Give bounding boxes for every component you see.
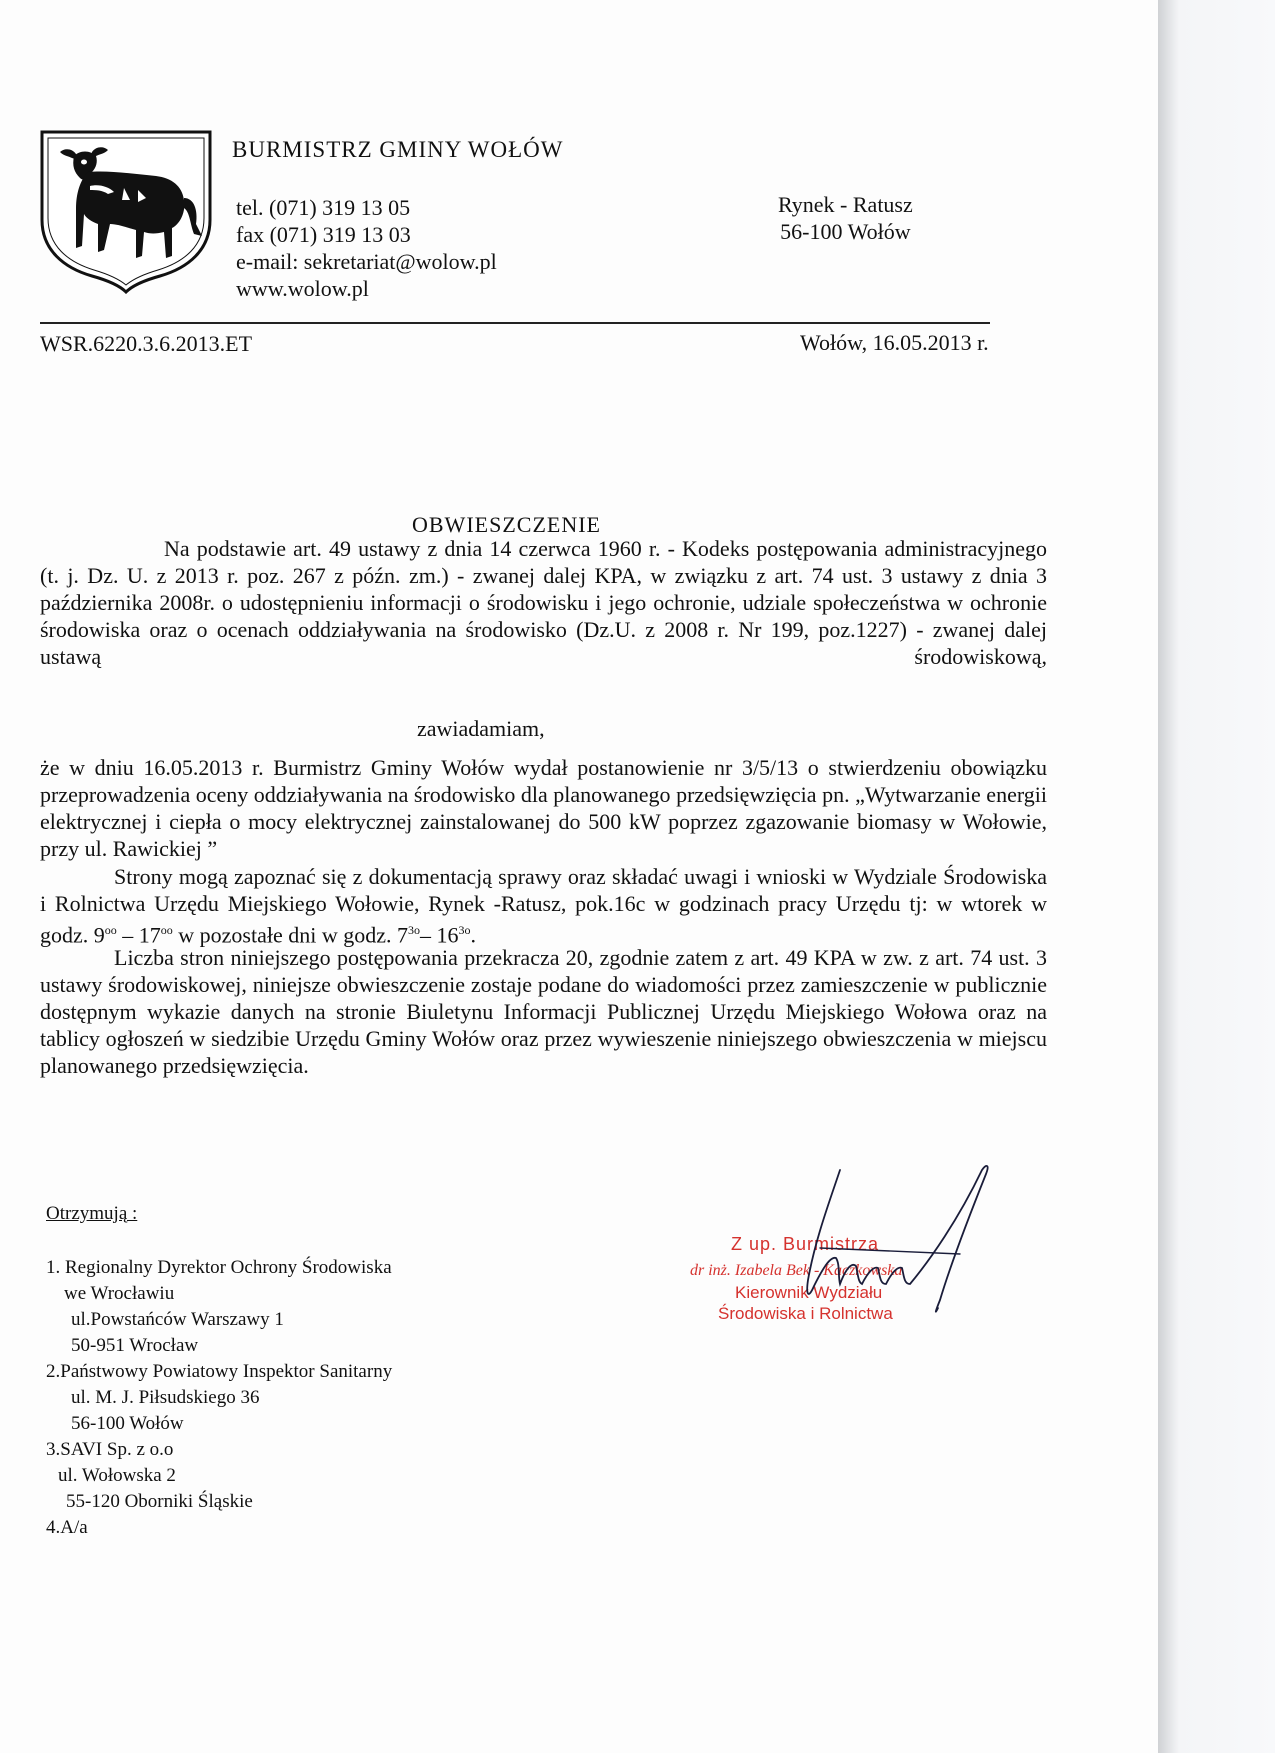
website: www.wolow.pl	[236, 276, 369, 301]
scan-page-edge	[1158, 0, 1275, 1753]
recipient-line: 55-120 Oborniki Śląskie	[66, 1491, 253, 1512]
header-divider	[40, 322, 990, 324]
decision-paragraph: że w dniu 16.05.2013 r. Burmistrz Gminy Wołów wydał postanowienie nr 3/5/13 o stwierdzeniu obowiązku przeprowadzenia oceny oddziaływania na środowisko dla planowanego przedsięwzięcia pn. „Wytwarzanie energii elektrycznej i ciepła o mocy elektrycznej zainstalowanej do 500 kW poprzez zgazowanie biomasy w Wołowie, przy ul. Rawickiej ”	[40, 755, 1047, 861]
email-address: e-mail: sekretariat@wolow.pl	[236, 249, 497, 274]
document-title: OBWIESZCZENIE	[412, 512, 601, 537]
recipient-line: ul.Powstańców Warszawy 1	[71, 1309, 284, 1330]
recipient-line: 4.A/a	[46, 1517, 88, 1538]
documentation-paragraph: Strony mogą zapoznać się z dokumentacją sprawy oraz składać uwagi i wnioski w Wydziale Środowiska i Rolnictwa Urzędu Miejskiego Wołowie, Rynek -Ratusz, pok.16c w godzinach pracy Urzędu tj: w wtorek w godz. $9^{oo} - 17^{oo}$ w pozostałe dni w godz. $7^{3o}-$ $16^{3o}$.	[40, 864, 1047, 948]
authority-name: BURMISTRZ GMINY WOŁÓW	[232, 137, 564, 162]
recipient-line: 56-100 Wołów	[71, 1413, 184, 1434]
recipient-line: 1. Regionalny Dyrektor Ochrony Środowiska	[46, 1257, 392, 1278]
stamp-signatory-name: dr inż. Izabela Bek - Kaczkowska	[690, 1262, 903, 1279]
recipient-line: we Wrocławiu	[64, 1283, 175, 1304]
recipient-line: 3.SAVI Sp. z o.o	[46, 1439, 174, 1460]
office-address	[778, 191, 913, 245]
stamp-authorization: Z up. Burmistrza	[731, 1234, 880, 1254]
recipient-line: ul. M. J. Piłsudskiego 36	[71, 1387, 260, 1408]
address-line-2: 56-100 Wołów	[780, 219, 911, 244]
notice-word: zawiadamiam,	[417, 716, 545, 741]
recipient-line: 50-951 Wrocław	[71, 1335, 199, 1356]
recipient-line: 2.Państwowy Powiatowy Inspektor Sanitarny	[46, 1361, 393, 1382]
fax-number: fax (071) 319 13 03	[236, 222, 411, 247]
case-reference: WSR.6220.3.6.2013.ET	[40, 331, 253, 356]
publication-paragraph: Liczba stron niniejszego postępowania przekracza 20, zgodnie zatem z art. 49 KPA w zw. z art. 74 ust. 3 ustawy środowiskowej, niniejsze obwieszczenie zostaje podane do wiadomości przez zamieszczenie w publicznie dostępnym wykazie danych na stronie Biuletynu Informacji Publicznej Urzędu Miejskiego Wołowa oraz na tablicy ogłoszeń w siedzibie Urzędu Gminy Wołów oraz przez wywieszenie niniejszego obwieszczenia w miejscu planowanego przedsięwzięcia.	[40, 945, 1047, 1078]
bull-coat-of-arms-icon	[38, 128, 214, 294]
stamp-position: Kierownik Wydziału	[735, 1283, 883, 1302]
legal-basis-paragraph: Na podstawie art. 49 ustawy z dnia 14 czerwca 1960 r. - Kodeks postępowania administracyjnego (t. j. Dz. U. z 2013 r. poz. 267 z późn. zm.) - zwanej dalej KPA, w związku z art. 74 ust. 3 ustawy z dnia 3 października 2008r. o udostępnieniu informacji o środowisku i jego ochronie, udziale społeczeństwa w ochronie środowiska oraz o ocenach oddziaływania na środowisko (Dz.U. z 2008 r. Nr 199, poz.1227) - zwanej dalej ustawą środowiskową,	[40, 536, 1047, 669]
handwritten-signature	[690, 1160, 1020, 1335]
stamp-department: Środowiska i Rolnictwa	[718, 1304, 893, 1323]
recipients-label: Otrzymują :	[46, 1203, 138, 1224]
contact-block	[236, 194, 497, 302]
phone-number: tel. (071) 319 13 05	[236, 195, 411, 220]
recipient-line: ul. Wołowska 2	[58, 1465, 176, 1486]
place-and-date: Wołów, 16.05.2013 r.	[800, 330, 989, 355]
address-line-1: Rynek - Ratusz	[778, 192, 913, 217]
